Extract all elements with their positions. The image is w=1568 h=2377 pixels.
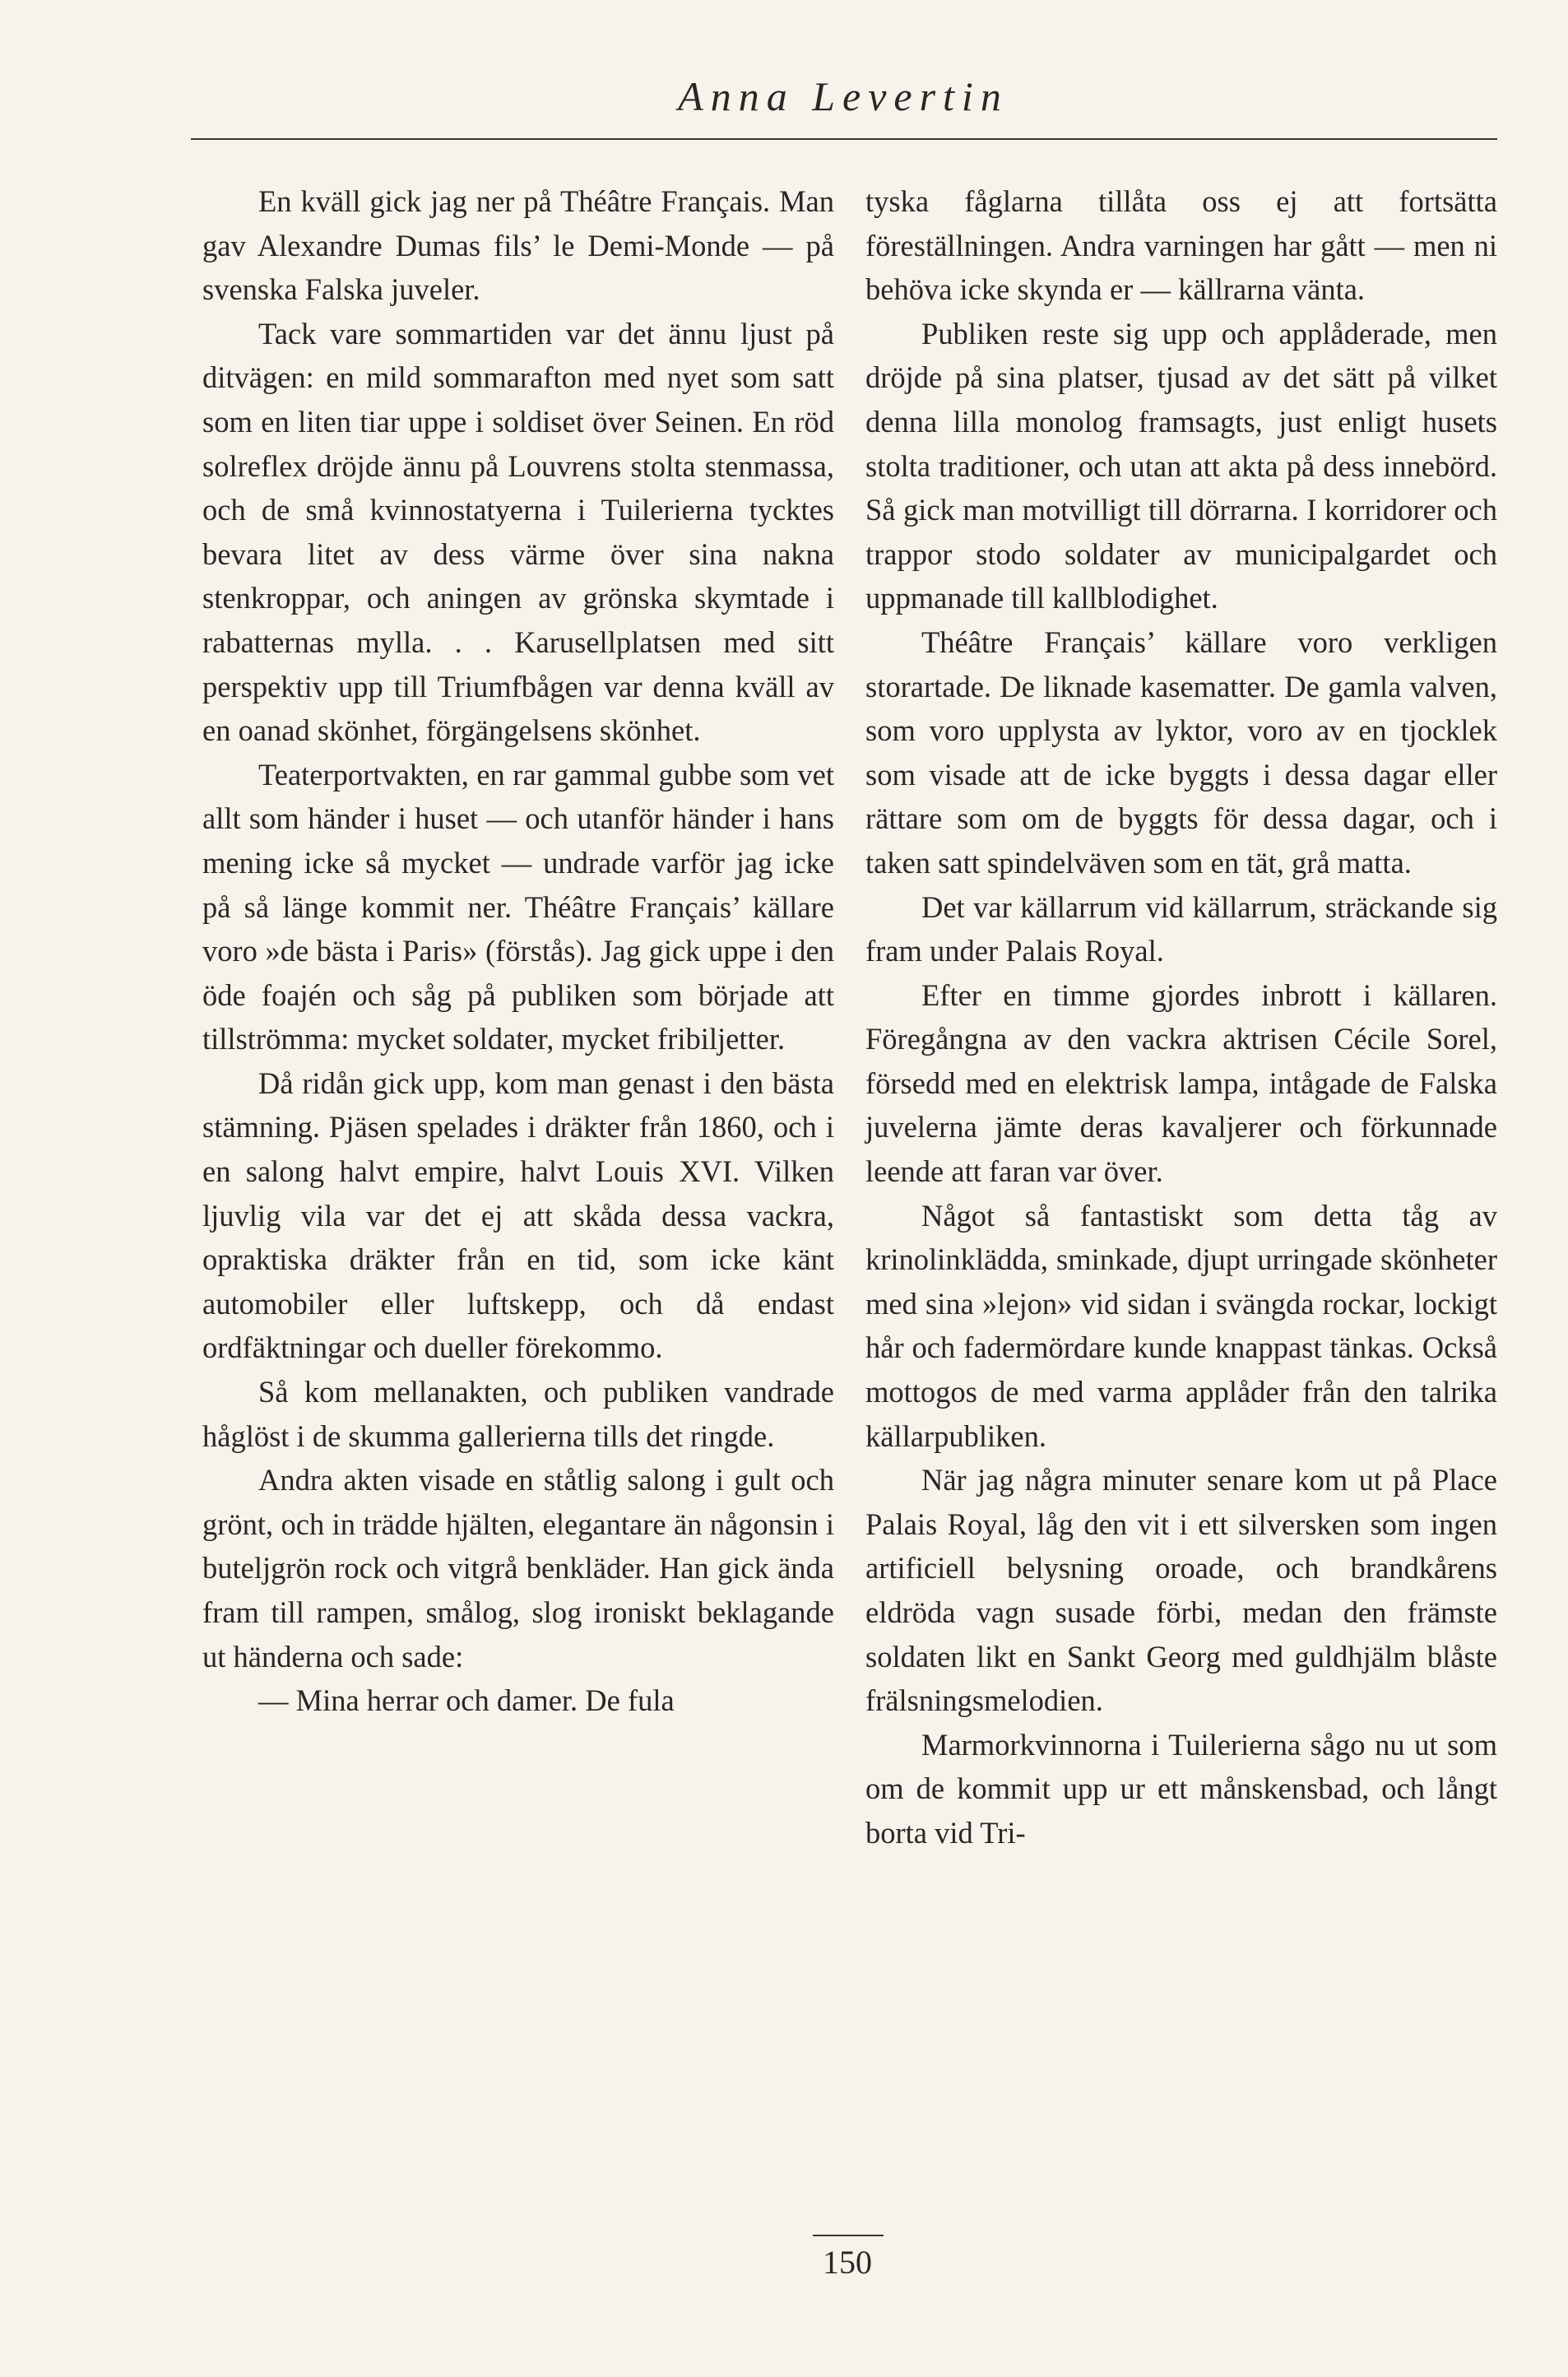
paragraph: En kväll gick jag ner på Théâtre Français. Man gav Alexandre Dumas fils’ le Demi-Monde — på svenska Falska juveler. — [202, 184, 834, 307]
right-column — [865, 179, 1497, 1855]
paragraph: Då ridån gick upp, kom man genast i den bästa stämning. Pjäsen spelades i dräkter från 1860, och i en salong halvt empire, halvt Louis XVI. Vilken ljuvlig vila var det ej att skåda dessa vackra, opraktiska dräkter från en tid, som icke känt automobiler eller luftskepp, och då endast ordfäktningar och dueller förekommo. — [202, 1065, 834, 1365]
page-number: 150 — [823, 2244, 872, 2281]
paragraph: Publiken reste sig upp och applåderade, men dröjde på sina platser, tjusad av det sätt på vilket denna lilla monolog framsagts, just enligt husets stolta traditioner, och utan att akta på dess innebörd. Så gick man motvilligt till dörrarna. I korridorer och trappor stodo soldater av municipalgardet och uppmanade till kallblodighet. — [865, 316, 1497, 615]
paragraph: Tack vare sommartiden var det ännu ljust på ditvägen: en mild sommarafton med nyet som satt som en liten tiar uppe i soldiset över Seinen. En röd solreflex dröjde ännu på Louvrens stolta stenmassa, och de små kvinnostatyerna i Tuilerierna tycktes bevara litet av dess värme över sina nakna stenkroppar, och aningen av grönska skymtade i rabatternas mylla. . . Karusellplatsen med sitt perspektiv upp till Triumfbågen var denna kväll av en oanad skönhet, förgängelsens skönhet. — [202, 316, 834, 748]
paragraph: Marmorkvinnorna i Tuilerierna sågo nu ut som om de kommit upp ur ett månskensbad, och långt borta vid Tri- — [865, 1727, 1497, 1850]
paragraph: Théâtre Français’ källare voro verkligen storartade. De liknade kasematter. De gamla valven, som voro upplysta av lyktor, voro av en tjocklek som visade att de icke byggts i dessa dagar eller rättare som om de byggts för dessa dagar, och i taken satt spindelväven som en tät, grå matta. — [865, 624, 1497, 880]
paragraph: Teaterportvakten, en rar gammal gubbe som vet allt som händer i huset — och utanför händer i hans mening icke så mycket — undrade varför jag icke på så länge kommit ner. Théâtre Français’ källare voro »de bästa i Paris» (förstås). Jag gick uppe i den öde foajén och såg på publiken som började att tillströmma: mycket soldater, mycket fribiljetter. — [202, 757, 834, 1056]
paragraph: Efter en timme gjordes inbrott i källaren. Föregångna av den vackra aktrisen Cécile Sorel, försedd med en elektrisk lampa, intågade de Falska juvelerna jämte deras kavaljerer och förkunnade leende att faran var över. — [865, 977, 1497, 1189]
left-column — [202, 179, 834, 1723]
folio-rule — [813, 2235, 884, 2236]
paragraph: När jag några minuter senare kom ut på Place Palais Royal, låg den vit i ett silversken som ingen artificiell belysning oroade, och brandkårens eldröda vagn susade förbi, medan den främste soldaten likt en Sankt Georg med guldhjälm blåste frälsningsmelodien. — [865, 1463, 1497, 1718]
paragraph: Andra akten visade en ståtlig salong i gult och grönt, och in trädde hjälten, elegantare än någonsin i buteljgrön rock och vitgrå benkläder. Han gick ända fram till rampen, smålog, slog ironiskt beklagande ut händerna och sade: — [202, 1463, 834, 1674]
paragraph: Något så fantastiskt som detta tåg av krinolinklädda, sminkade, djupt urringade skönheter med sina »lejon» vid sidan i svängda rockar, lockigt hår och fadermördare kunde knappast tänkas. Också mottogos de med varma applåder från den talrika källarpubliken. — [865, 1198, 1497, 1453]
header-rule — [191, 138, 1497, 140]
continued-paragraph: tyska fåglarna tillåta oss ej att fortsätta föreställningen. Andra varningen har gått — men ni behöva icke skynda er — källrarna vänta. — [865, 184, 1497, 307]
paragraph: Det var källarrum vid källarrum, sträckande sig fram under Palais Royal. — [865, 889, 1497, 968]
paragraph: — Mina herrar och damer. De fula — [258, 1683, 675, 1718]
running-title: Anna Levertin — [678, 73, 1009, 119]
paragraph: Så kom mellanakten, och publiken vandrade håglöst i de skumma gallerierna tills det ringde. — [202, 1375, 834, 1453]
